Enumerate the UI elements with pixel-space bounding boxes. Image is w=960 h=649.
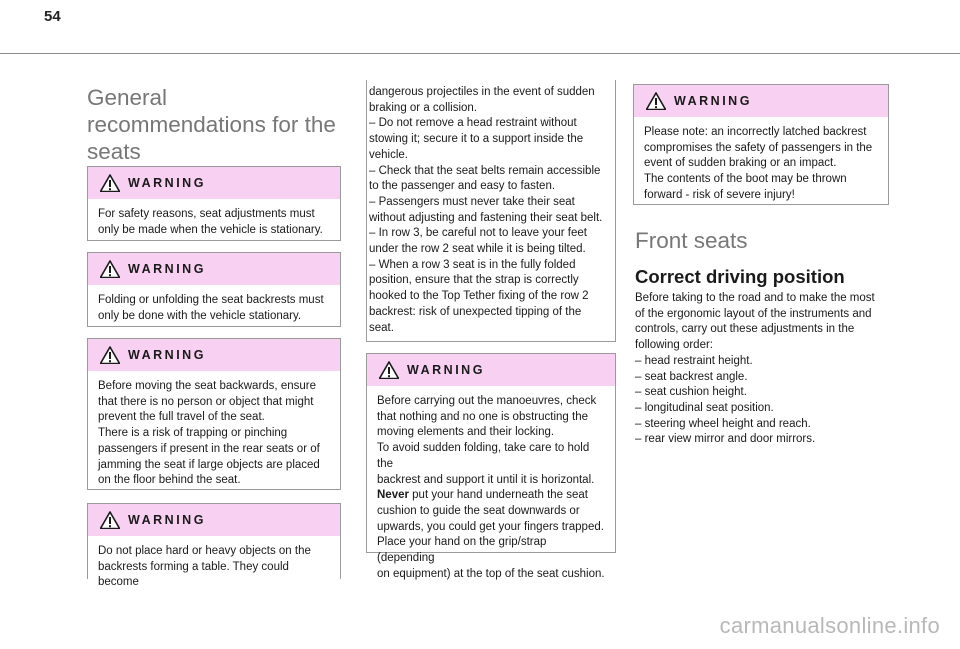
text-line: without adjusting and fastening their seat belt.	[369, 211, 603, 224]
text-line: Do not place hard or heavy objects on the	[98, 545, 311, 557]
text-line: – Check that the seat belts remain accessible	[369, 164, 601, 177]
text-line: For safety reasons, seat adjustments must	[98, 208, 315, 220]
text-line: backrest: risk of unexpected tipping of the	[369, 305, 582, 318]
warning-label: WARNING	[128, 513, 206, 527]
text-line: To avoid sudden folding, take care to hold the	[377, 442, 590, 470]
text-line: dangerous projectiles in the event of sudden	[369, 86, 595, 98]
title-line: recommendations for the	[87, 112, 336, 137]
warning-box-2	[87, 252, 341, 327]
text-line: moving elements and their locking.	[377, 426, 555, 439]
section-title-front-seats: Front seats	[635, 228, 748, 253]
text-line: cushion to guide the seat downwards or	[377, 504, 580, 517]
section-title-general	[87, 84, 347, 165]
warning-triangle-icon	[379, 361, 399, 379]
list-item: – rear view mirror and door mirrors.	[635, 433, 816, 446]
text-line: backrests forming a table. They could become	[98, 560, 289, 589]
warning-triangle-icon	[100, 511, 120, 529]
text-line: hooked to the Top Tether fixing of the row 2	[369, 290, 589, 303]
list-item: – steering wheel height and reach.	[635, 417, 811, 430]
text-line	[377, 488, 605, 504]
list-item: – seat backrest angle.	[635, 370, 748, 383]
text-line: Please note: an incorrectly latched backrest	[644, 126, 867, 138]
warning-box-6	[633, 84, 889, 205]
text-span: put your hand underneath the seat	[408, 489, 588, 502]
text-line: that there is no person or object that might	[98, 395, 314, 408]
text-line: jamming the seat if large objects are placed	[98, 458, 320, 471]
watermark: carmanualsonline.info	[719, 613, 940, 638]
text-line: Before carrying out the manoeuvres, check	[377, 395, 597, 407]
text-line: only be made when the vehicle is stationary.	[98, 223, 323, 236]
list-item: – seat cushion height.	[635, 386, 747, 399]
warning-text	[367, 386, 615, 582]
text-line: – When a row 3 seat is in the fully folded	[369, 258, 576, 271]
driving-position-text	[635, 291, 891, 448]
warning-header	[88, 339, 340, 371]
text-line: position, ensure that the strap is correctly	[369, 274, 579, 287]
text-line: that nothing and no one is obstructing the	[377, 410, 588, 423]
text-line: braking or a collision.	[369, 101, 478, 114]
warning-header	[88, 253, 340, 285]
warning-triangle-icon	[100, 346, 120, 364]
warning-header	[367, 354, 615, 386]
text-line: event of sudden braking or an impact.	[644, 157, 837, 170]
warning-text	[634, 117, 888, 204]
warning-label: WARNING	[407, 363, 485, 377]
warning-box-4-continued	[366, 80, 616, 342]
title-line: General	[87, 85, 168, 110]
warning-text	[88, 371, 340, 489]
warning-label: WARNING	[128, 176, 206, 190]
text-line: Before moving the seat backwards, ensure	[98, 380, 316, 392]
list-item: – head restraint height.	[635, 354, 753, 367]
warning-triangle-icon	[100, 260, 120, 278]
text-line: of the ergonomic layout of the instruments and	[635, 307, 872, 320]
warning-triangle-icon	[646, 92, 666, 110]
warning-text	[88, 536, 340, 591]
header-divider	[0, 53, 960, 54]
page-number: 54	[44, 8, 61, 25]
warning-header	[88, 167, 340, 199]
text-line: There is a risk of trapping or pinching	[98, 427, 288, 440]
warning-header	[634, 85, 888, 117]
text-line: – Do not remove a head restraint without	[369, 117, 577, 130]
text-line: forward - risk of severe injury!	[644, 188, 795, 201]
text-line: Folding or unfolding the seat backrests must	[98, 294, 324, 306]
warning-box-4	[87, 503, 341, 589]
text-line: upwards, you could get your fingers trapped.	[377, 520, 604, 533]
text-line: stowing it; secure it to a support inside the	[369, 133, 584, 146]
warning-label: WARNING	[128, 262, 206, 276]
warning-text	[88, 199, 340, 238]
text-line: prevent the full travel of the seat.	[98, 411, 265, 424]
text-line: The contents of the boot may be thrown	[644, 173, 847, 186]
text-line: vehicle.	[369, 148, 408, 161]
text-line: under the row 2 seat while it is being tilted.	[369, 243, 586, 256]
warning-label: WARNING	[128, 348, 206, 362]
list-item: – longitudinal seat position.	[635, 401, 774, 414]
text-line: only be done with the vehicle stationary.	[98, 309, 302, 322]
emphasis-never: Never	[377, 489, 409, 502]
text-line: controls, carry out these adjustments in the	[635, 323, 855, 336]
warning-box-3	[87, 338, 341, 490]
warning-header	[88, 504, 340, 536]
text-line: following order:	[635, 339, 713, 352]
warning-text	[88, 285, 340, 324]
text-line: to the passenger and easy to fasten.	[369, 180, 556, 193]
subtitle-driving-position: Correct driving position	[635, 266, 845, 287]
title-line: seats	[87, 139, 141, 164]
text-line: on equipment) at the top of the seat cushion.	[377, 567, 605, 580]
text-line: compromises the safety of passengers in the	[644, 141, 873, 154]
warning-text	[367, 80, 615, 336]
text-line: Place your hand on the grip/strap (depending	[377, 536, 547, 565]
text-line: backrest and support it until it is horizontal.	[377, 473, 595, 486]
text-line: Before taking to the road and to make the most	[635, 292, 875, 304]
text-line: passengers if present in the rear seats or of	[98, 442, 320, 455]
warning-box-5	[366, 353, 616, 580]
text-line: on the floor behind the seat.	[98, 474, 241, 487]
warning-box-1	[87, 166, 341, 241]
text-line: seat.	[369, 321, 394, 334]
warning-triangle-icon	[100, 174, 120, 192]
text-line: – In row 3, be careful not to leave your feet	[369, 227, 587, 240]
warning-label: WARNING	[674, 94, 752, 108]
text-line: – Passengers must never take their seat	[369, 195, 575, 208]
